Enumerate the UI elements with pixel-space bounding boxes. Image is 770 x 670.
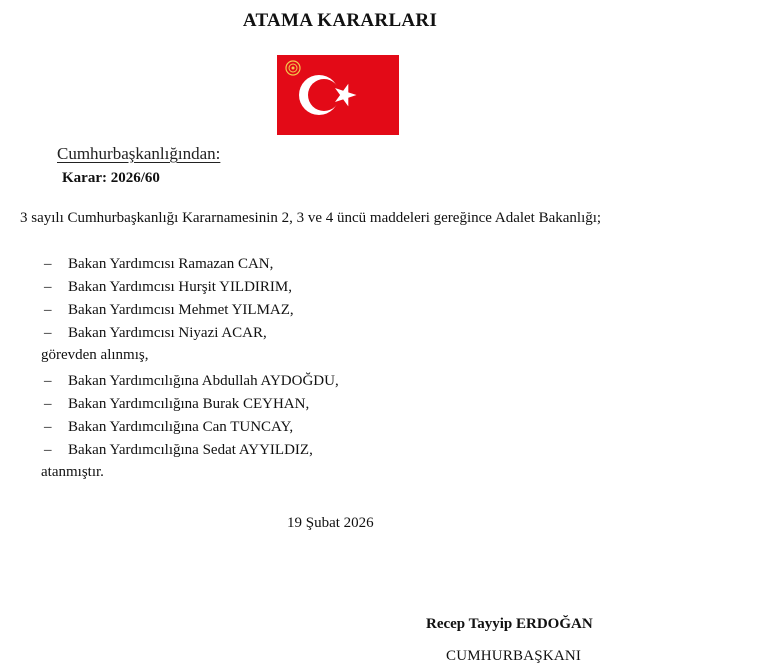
list-dash: – xyxy=(44,302,52,318)
document-title: ATAMA KARARLARI xyxy=(242,10,438,31)
intro-paragraph: 3 sayılı Cumhurbaşkanlığı Kararnamesinin 2, 3 ve 4 üncü maddeleri gereğince Adalet Bakanlığı; xyxy=(20,210,602,226)
list-dash: – xyxy=(44,442,52,458)
list-item-text: Bakan Yardımcısı Niyazi ACAR, xyxy=(68,325,267,341)
list-item-text: Bakan Yardımcılığına Burak CEYHAN, xyxy=(68,396,310,412)
list-dash: – xyxy=(44,396,52,412)
list-item xyxy=(44,276,294,299)
decision-date: 19 Şubat 2026 xyxy=(287,515,374,531)
list-dash: – xyxy=(44,419,52,435)
dismissal-status: görevden alınmış, xyxy=(41,347,149,363)
list-item-text: Bakan Yardımcısı Mehmet YILMAZ, xyxy=(68,302,294,318)
signer-title: CUMHURBAŞKANI xyxy=(446,648,582,664)
crescent-inner xyxy=(308,79,340,111)
decision-number xyxy=(62,170,160,187)
list-item-text: Bakan Yardımcısı Ramazan CAN, xyxy=(68,256,274,272)
list-item-text: Bakan Yardımcılığına Abdullah AYDOĞDU, xyxy=(68,373,339,389)
list-dash: – xyxy=(44,373,52,389)
list-dash: – xyxy=(44,279,52,295)
turkish-flag-icon xyxy=(277,55,399,135)
list-item-text: Bakan Yardımcısı Hurşit YILDIRIM, xyxy=(68,279,293,295)
issuing-authority: Cumhurbaşkanlığından: xyxy=(57,144,221,163)
list-dash: – xyxy=(44,325,52,341)
signer-name: Recep Tayyip ERDOĞAN xyxy=(426,616,593,632)
appointment-list xyxy=(44,370,339,462)
list-item-text: Bakan Yardımcılığına Sedat AYYILDIZ, xyxy=(68,442,313,458)
list-item-text: Bakan Yardımcılığına Can TUNCAY, xyxy=(68,419,294,435)
decision-value: 2026/60 xyxy=(110,170,160,186)
list-item xyxy=(44,299,294,322)
list-item xyxy=(44,322,294,345)
dismissal-list xyxy=(44,253,294,345)
list-dash: – xyxy=(44,256,52,272)
list-item xyxy=(44,416,339,439)
list-item xyxy=(44,393,339,416)
decision-label: Karar: xyxy=(62,170,107,186)
list-item xyxy=(44,370,339,393)
list-item xyxy=(44,253,294,276)
appointment-status: atanmıştır. xyxy=(41,464,104,480)
list-item xyxy=(44,439,339,462)
